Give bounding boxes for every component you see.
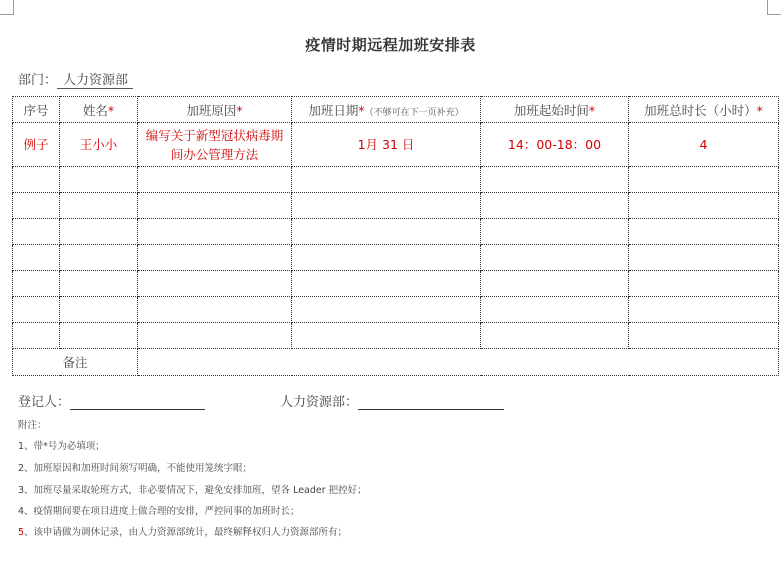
header-total-hours: 加班总时长（小时）*	[629, 97, 779, 123]
example-row	[13, 123, 779, 167]
empty-cell[interactable]	[138, 297, 292, 323]
empty-cell[interactable]	[481, 193, 629, 219]
table-row	[13, 219, 779, 245]
empty-cell[interactable]	[60, 297, 138, 323]
document-title: 疫情时期远程加班安排表	[305, 36, 476, 54]
table-row	[13, 271, 779, 297]
empty-cell[interactable]	[481, 245, 629, 271]
empty-cell[interactable]	[481, 297, 629, 323]
empty-cell[interactable]	[629, 245, 779, 271]
empty-cell[interactable]	[138, 245, 292, 271]
remark-cell[interactable]	[138, 349, 779, 376]
empty-cell[interactable]	[629, 193, 779, 219]
empty-cell[interactable]	[13, 167, 60, 193]
empty-cell[interactable]	[629, 219, 779, 245]
empty-cell[interactable]	[60, 219, 138, 245]
hr-label: 人力资源部：	[280, 395, 359, 410]
table-row	[13, 323, 779, 349]
registrant-line[interactable]	[70, 395, 205, 410]
header-reason: 加班原因*	[138, 97, 292, 123]
empty-cell[interactable]	[292, 297, 481, 323]
registrant-signature	[18, 391, 205, 410]
note-item	[18, 524, 347, 538]
empty-cell[interactable]	[13, 271, 60, 297]
empty-cell[interactable]	[629, 323, 779, 349]
department-label: 部门：	[18, 73, 58, 88]
notes-heading: 附注：	[18, 420, 47, 431]
note-item: 2、加班原因和加班时间须写明确，不能使用笼统字眼；	[18, 463, 253, 474]
note-item: 4、疫情期间要在项目进度上做合理的安排，严控同事的加班时长；	[18, 506, 300, 517]
empty-cell[interactable]	[629, 167, 779, 193]
empty-cell[interactable]	[60, 245, 138, 271]
empty-cell[interactable]	[292, 271, 481, 297]
empty-cell[interactable]	[138, 323, 292, 349]
cell-name[interactable]: 王小小	[60, 123, 138, 167]
department-value[interactable]: 人力资源部	[57, 69, 133, 89]
empty-cell[interactable]	[481, 323, 629, 349]
table-row	[13, 245, 779, 271]
empty-cell[interactable]	[13, 323, 60, 349]
empty-cell[interactable]	[292, 219, 481, 245]
note-item-number: 5	[18, 527, 25, 538]
table-row	[13, 193, 779, 219]
header-no: 序号	[13, 97, 60, 123]
empty-cell[interactable]	[60, 271, 138, 297]
cell-start-time[interactable]: 14：00-18：00	[481, 123, 629, 167]
table-row	[13, 167, 779, 193]
empty-cell[interactable]	[481, 219, 629, 245]
empty-cell[interactable]	[629, 297, 779, 323]
empty-cell[interactable]	[138, 271, 292, 297]
empty-cell[interactable]	[13, 193, 60, 219]
cell-total-hours[interactable]: 4	[629, 123, 779, 167]
department-field	[18, 69, 133, 89]
header-name: 姓名*	[60, 97, 138, 123]
table-row	[13, 297, 779, 323]
overtime-table	[12, 96, 779, 376]
empty-cell[interactable]	[60, 167, 138, 193]
empty-cell[interactable]	[13, 297, 60, 323]
empty-cell[interactable]	[629, 271, 779, 297]
empty-cell[interactable]	[481, 167, 629, 193]
page-corner-mark	[13, 0, 14, 15]
empty-cell[interactable]	[138, 219, 292, 245]
hr-signature	[280, 391, 504, 410]
empty-cell[interactable]	[292, 245, 481, 271]
note-item-text: 、该申请做为调休记录，由人力资源部统计，最终解释权归人力资源部所有；	[24, 527, 348, 538]
cell-no[interactable]: 例子	[13, 123, 60, 167]
empty-cell[interactable]	[60, 193, 138, 219]
empty-cell[interactable]	[60, 323, 138, 349]
remark-label: 备注	[13, 349, 138, 376]
page-corner-mark	[767, 0, 768, 15]
empty-cell[interactable]	[138, 167, 292, 193]
page-corner-mark	[767, 14, 781, 15]
cell-date[interactable]: 1月 31 日	[292, 123, 481, 167]
note-item: 1、带*号为必填项；	[18, 441, 105, 452]
hr-line[interactable]	[358, 395, 504, 410]
empty-cell[interactable]	[138, 193, 292, 219]
empty-cell[interactable]	[292, 193, 481, 219]
empty-cell[interactable]	[292, 167, 481, 193]
registrant-label: 登记人：	[18, 395, 71, 410]
empty-cell[interactable]	[13, 245, 60, 271]
empty-cell[interactable]	[292, 323, 481, 349]
header-start-time: 加班起始时间*	[481, 97, 629, 123]
header-row	[13, 97, 779, 123]
page-corner-mark	[0, 14, 14, 15]
note-item: 3、加班尽量采取轮班方式，非必要情况下，避免安排加班，望各 Leader 把控好；	[18, 485, 367, 496]
empty-cell[interactable]	[13, 219, 60, 245]
remark-row	[13, 349, 779, 376]
empty-cell[interactable]	[481, 271, 629, 297]
header-date: 加班日期*（不够可在下一页补充）	[292, 97, 481, 123]
cell-reason[interactable]: 编写关于新型冠状病毒期 间办公管理方法	[138, 123, 292, 167]
